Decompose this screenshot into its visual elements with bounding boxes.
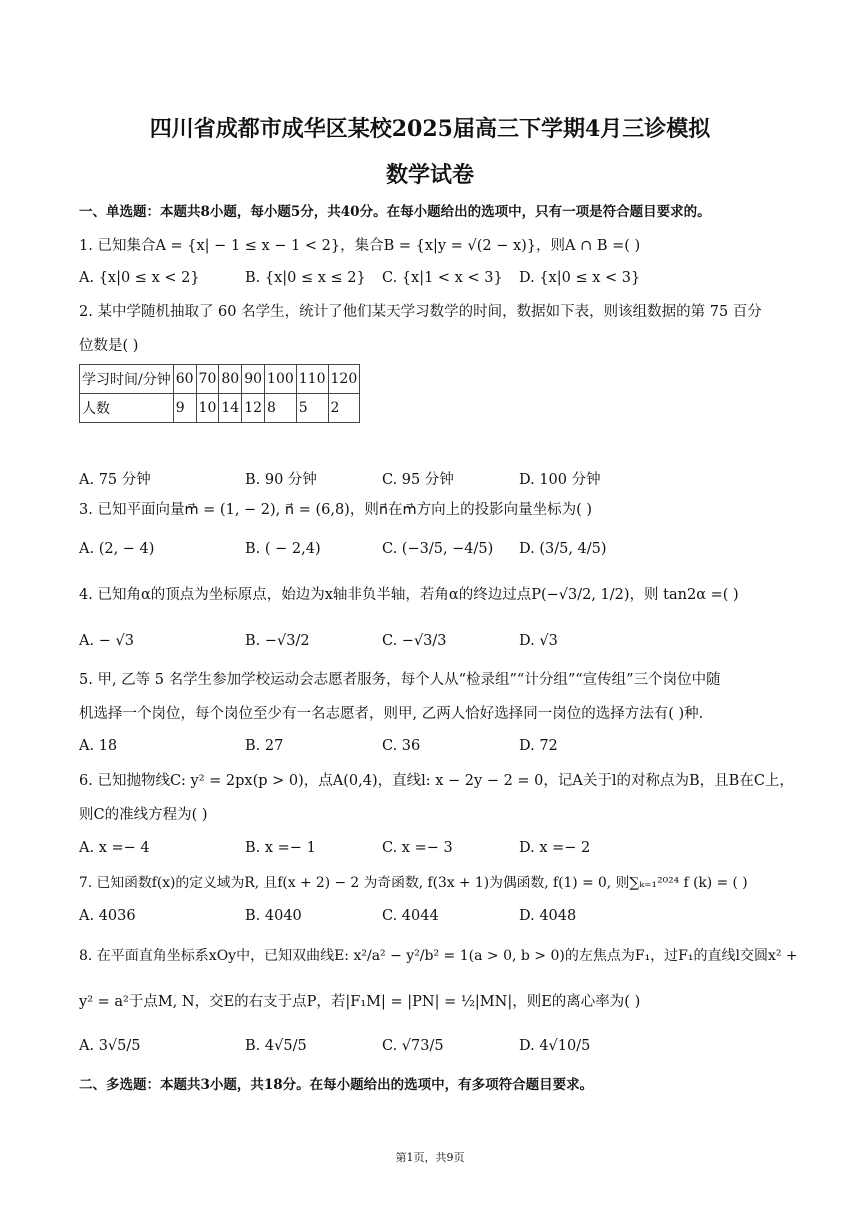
table-cell: 100: [265, 365, 297, 394]
q8-option-c: C. √73/5: [382, 1038, 444, 1054]
q5-stem-line-1: 5. 甲, 乙等 5 名学生参加学校运动会志愿者服务，每个人从“检录组”“计分组”“宣传组”三个岗位中随: [79, 672, 721, 688]
table-cell: 14: [219, 394, 242, 423]
q8-option-d: D. 4√10/5: [519, 1038, 591, 1054]
table-cell: 90: [242, 365, 265, 394]
q1-option-a: A. {x|0 ≤ x < 2}: [79, 270, 200, 286]
page-footer: 第1页，共9页: [395, 1151, 465, 1164]
table-cell: 12: [242, 394, 265, 423]
q7-option-b: B. 4040: [245, 908, 302, 924]
q1-option-d: D. {x|0 ≤ x < 3}: [519, 270, 641, 286]
q7-option-d: D. 4048: [519, 908, 577, 924]
q3-stem: 3. 已知平面向量m⃗ = (1, − 2), n⃗ = (6,8)，则n⃗在m⃗方向上的投影向量坐标为( ): [79, 502, 593, 518]
title-line-2: 数学试卷: [385, 162, 474, 188]
table-cell: 9: [173, 394, 196, 423]
table-cell: 120: [328, 365, 360, 394]
q8-option-b: B. 4√5/5: [245, 1038, 307, 1054]
q6-stem-line-2: 则C的准线方程为( ): [79, 807, 208, 823]
q5-option-c: C. 36: [382, 738, 421, 754]
section-1-heading: 一、单选题：本题共8小题，每小题5分，共40分。在每小题给出的选项中，只有一项是符合题目要求的。: [79, 204, 711, 220]
q5-option-d: D. 72: [519, 738, 558, 754]
q4-option-a: A. − √3: [79, 633, 134, 649]
table-header-row: [80, 365, 360, 394]
table-row: [80, 394, 360, 423]
q5-option-b: B. 27: [245, 738, 284, 754]
q4-option-b: B. −√3/2: [245, 633, 310, 649]
q7-option-c: C. 4044: [382, 908, 439, 924]
q1-option-b: B. {x|0 ≤ x ≤ 2}: [245, 270, 366, 286]
table-cell: 2: [328, 394, 360, 423]
q2-option-c: C. 95 分钟: [382, 472, 454, 488]
q8-stem-line-2: y² = a²于点M, N，交E的右支于点P，若|F₁M| = |PN| = ½|MN|，则E的离心率为( ): [79, 994, 641, 1010]
q2-stem-line-1: 2. 某中学随机抽取了 60 名学生，统计了他们某天学习数学的时间，数据如下表，则该组数据的第 75 百分: [79, 304, 762, 320]
table-cell: 60: [173, 365, 196, 394]
q2-option-d: D. 100 分钟: [519, 472, 601, 488]
q3-option-c: C. (−3/5, −4/5): [382, 541, 494, 557]
q3-option-d: D. (3/5, 4/5): [519, 541, 607, 557]
q2-option-a: A. 75 分钟: [79, 472, 151, 488]
table-cell: 110: [296, 365, 328, 394]
table-cell: 人数: [80, 394, 174, 423]
table-cell: 5: [296, 394, 328, 423]
q4-stem: 4. 已知角α的顶点为坐标原点，始边为x轴非负半轴，若角α的终边过点P(−√3/2, 1/2)，则 tan2α =( ): [79, 587, 739, 603]
q6-option-c: C. x =− 3: [382, 840, 453, 856]
q6-option-d: D. x =− 2: [519, 840, 591, 856]
table-cell: 学习时间/分钟: [80, 365, 174, 394]
q4-option-c: C. −√3/3: [382, 633, 447, 649]
section-2-heading: 二、多选题：本题共3小题，共18分。在每小题给出的选项中，有多项符合题目要求。: [79, 1077, 594, 1093]
q3-option-a: A. (2, − 4): [79, 541, 155, 557]
q4-option-d: D. √3: [519, 633, 558, 649]
table-cell: 8: [265, 394, 297, 423]
q6-stem-line-1: 6. 已知抛物线C: y² = 2px(p > 0)，点A(0,4)，直线l: x − 2y − 2 = 0，记A关于l的对称点为B，且B在C上，: [79, 773, 794, 789]
q7-stem: 7. 已知函数f(x)的定义域为R, 且f(x + 2) − 2 为奇函数, f(3x + 1)为偶函数, f(1) = 0, 则∑ₖ₌₁²⁰²⁴ f (k) = ( ): [79, 875, 748, 891]
q2-option-b: B. 90 分钟: [245, 472, 317, 488]
study-time-table: [79, 364, 360, 423]
title-line-1: 四川省成都市成华区某校2025届高三下学期4月三诊模拟: [149, 116, 711, 142]
table-cell: 70: [196, 365, 219, 394]
q6-option-a: A. x =− 4: [79, 840, 150, 856]
q2-stem-line-2: 位数是( ): [79, 338, 139, 354]
q5-option-a: A. 18: [79, 738, 118, 754]
table-cell: 10: [196, 394, 219, 423]
q8-option-a: A. 3√5/5: [79, 1038, 141, 1054]
q6-option-b: B. x =− 1: [245, 840, 316, 856]
q8-stem-line-1: 8. 在平面直角坐标系xOy中，已知双曲线E: x²/a² − y²/b² = 1(a > 0, b > 0)的左焦点为F₁，过F₁的直线l交圆x² +: [79, 948, 798, 964]
q1-stem: 1. 已知集合A = {x| − 1 ≤ x − 1 < 2}，集合B = {x|y = √(2 − x)}，则A ∩ B =( ): [79, 238, 641, 254]
table-cell: 80: [219, 365, 242, 394]
q1-option-c: C. {x|1 < x < 3}: [382, 270, 503, 286]
q7-option-a: A. 4036: [79, 908, 136, 924]
q3-option-b: B. ( − 2,4): [245, 541, 321, 557]
q5-stem-line-2: 机选择一个岗位，每个岗位至少有一名志愿者，则甲, 乙两人恰好选择同一岗位的选择方法有( )种.: [79, 706, 704, 722]
